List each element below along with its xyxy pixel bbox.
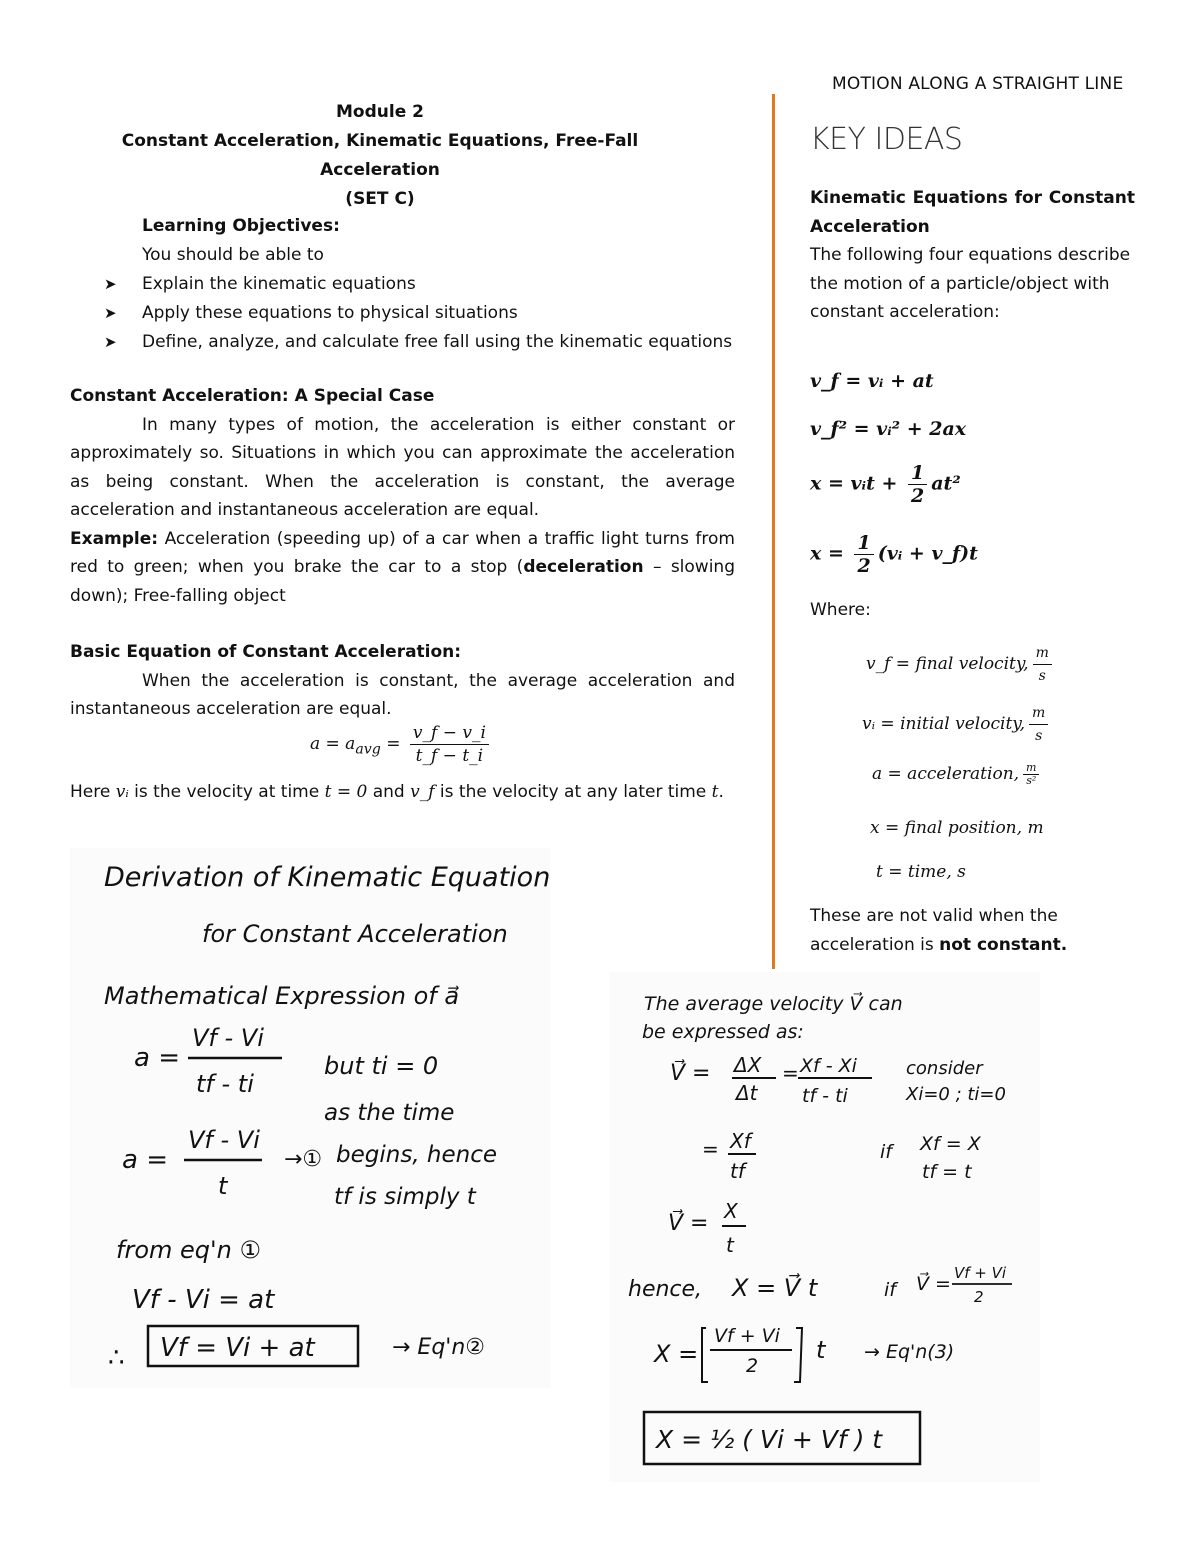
hw-r-tf-ti: tf - ti <box>802 1085 848 1107</box>
example-text-end: – slowing down); Free-falling object <box>70 557 736 606</box>
hw-as-the-time: as the time <box>324 1100 455 1126</box>
def-initial-velocity <box>862 702 1052 747</box>
objective-item: ➤ Explain the kinematic equations <box>70 270 740 299</box>
hw-r-if-2: if <box>884 1279 896 1301</box>
example-paragraph <box>70 525 735 611</box>
velocity-definition-line <box>70 778 735 807</box>
objective-item: ➤ Apply these equations to physical situations <box>70 299 740 328</box>
kinematic-eq-2: v_f² = vᵢ² + 2ax <box>810 418 967 440</box>
hw-r-hence: hence, <box>628 1277 703 1302</box>
hw-r-if-1: if <box>880 1141 892 1163</box>
eq4-num: 1 <box>854 532 873 555</box>
hw-title-1: Derivation of Kinematic Equations <box>104 862 550 893</box>
hw-r-vsum: Vf + Vi <box>954 1264 1007 1282</box>
handwritten-derivation-left <box>70 848 550 1388</box>
hw-r-dt: Δt <box>736 1081 758 1105</box>
module-number: Module 2 <box>336 102 424 122</box>
hw-r-consider: consider <box>906 1058 983 1079</box>
eq4-den: 2 <box>857 555 871 577</box>
unit-fraction <box>1033 642 1052 687</box>
hw-r-line1: The average velocity V⃗ can <box>644 993 903 1015</box>
hw-r-tf-t: tf = t <box>922 1161 972 1183</box>
hw-r-eq: = <box>782 1061 799 1085</box>
def-text: v_f = final velocity, <box>866 654 1029 674</box>
hw-r-tf: tf <box>730 1159 745 1183</box>
hw-r-bracket-t: t <box>816 1336 826 1364</box>
running-header: MOTION ALONG A STRAIGHT LINE <box>832 74 1124 94</box>
text: Here <box>70 782 116 802</box>
hw-r-v-eq3: V⃗ = <box>668 1211 709 1236</box>
note-bold: not constant. <box>939 934 1068 955</box>
eq3-left: x = vᵢt + <box>810 472 904 495</box>
note-text: These are not valid when the acceleration is <box>810 906 1058 955</box>
vi-symbol: vᵢ <box>115 782 129 802</box>
eq4-right: (vᵢ + v_f)t <box>877 542 978 565</box>
hw-r-right-bracket <box>794 1328 802 1382</box>
example-label: Example: <box>70 528 159 549</box>
hw-from-eqn: from eq'n ① <box>116 1236 261 1264</box>
objectives-heading: Learning Objectives: <box>142 216 340 236</box>
def-position: x = final position, m <box>870 818 1044 838</box>
def-final-velocity <box>866 642 1056 687</box>
hw-r-x-eq: X = <box>654 1340 699 1368</box>
constant-acceleration-section <box>70 382 735 610</box>
deceleration-term: deceleration <box>523 557 644 577</box>
hw-r-t: t <box>726 1233 734 1257</box>
hw-r-dx: ΔX <box>734 1053 762 1077</box>
module-set: (SET C) <box>345 189 415 209</box>
hw-r-cond: Xi=0 ; ti=0 <box>906 1084 1006 1105</box>
learning-objectives <box>70 212 740 357</box>
hw-num2: Vf - Vi <box>188 1126 260 1154</box>
eq4-fraction <box>854 532 873 577</box>
unit-fraction <box>1023 762 1039 787</box>
module-topic: Constant Acceleration, Kinematic Equations, Free-Fall Acceleration <box>121 131 639 180</box>
eq3-num: 1 <box>908 462 927 485</box>
eq3-right: at² <box>931 472 961 495</box>
column-divider <box>772 94 775 969</box>
hw-r-v-avg: V⃗ = <box>916 1273 951 1295</box>
def-text: vᵢ = initial velocity, <box>862 714 1026 734</box>
eq4-left: x = <box>810 542 851 565</box>
hw-r-eqn3: → Eq'n(3) <box>864 1341 955 1363</box>
hw-tf-is-t: tf is simply t <box>334 1184 476 1210</box>
section-paragraph: In many types of motion, the acceleration is either constant or approximately so. Situations in which you can approximate the acceleration as being constant. When the acceleration is constant, the average acceleration and instantaneous acceleration are equal. <box>70 414 735 520</box>
eq3-fraction <box>908 462 927 507</box>
eq-lhs: a = a <box>310 734 356 754</box>
eq-denominator: t_f − t_i <box>415 746 484 766</box>
def-text: a = acceleration, <box>872 764 1020 784</box>
hw-den2: t <box>218 1172 228 1200</box>
unit-num: m <box>1023 762 1039 775</box>
basic-equation-section <box>70 638 735 724</box>
hw-therefore: ∴ <box>108 1343 125 1373</box>
hw-but: but ti = 0 <box>324 1052 439 1080</box>
hw-r-two: 2 <box>974 1288 984 1306</box>
module-title-block <box>70 98 690 214</box>
hw-r-eq2: = <box>702 1137 719 1161</box>
text: is the velocity at time <box>128 782 325 802</box>
hw-r-bracket-num: Vf + Vi <box>714 1325 780 1347</box>
hw-r-xf-xi: Xf - Xi <box>800 1055 857 1077</box>
def-acceleration <box>872 762 1043 787</box>
average-acceleration-equation <box>310 722 493 767</box>
hw-r-x-vt: X = V⃗ t <box>732 1274 818 1302</box>
kinematic-eq-3 <box>810 462 961 507</box>
hw-r-line2: be expressed as: <box>642 1021 804 1043</box>
hw-r-final: X = ½ ( Vi + Vf ) t <box>656 1425 883 1454</box>
section-heading: Constant Acceleration: A Special Case <box>70 386 435 406</box>
hw-arrow-1: →① <box>284 1147 323 1172</box>
hw-r-bracket-den: 2 <box>746 1355 759 1377</box>
kinematic-eq-1: v_f = vᵢ + at <box>810 370 934 392</box>
unit-fraction <box>1029 702 1048 747</box>
handwritten-derivation-right <box>610 972 1040 1482</box>
hw-r-xf: Xf <box>730 1129 751 1153</box>
eq3-den: 2 <box>911 485 925 507</box>
def-time: t = time, s <box>876 862 966 882</box>
hw-begins: begins, hence <box>336 1142 498 1168</box>
hw-subtitle: Mathematical Expression of a⃗ <box>104 982 460 1010</box>
eq-equals: = <box>380 734 406 754</box>
text: is the velocity at any later time <box>434 782 712 802</box>
where-label: Where: <box>810 600 871 620</box>
hw-den1: tf - ti <box>196 1070 254 1098</box>
hw-a-equals: a = <box>134 1043 180 1073</box>
objective-item: ➤ Define, analyze, and calculate free fall using the kinematic equations <box>70 328 740 357</box>
t-symbol: t <box>711 782 719 802</box>
key-ideas-intro: The following four equations describe the motion of a particle/object with constant acceleration: <box>810 245 1131 322</box>
hw-r-xf-x: Xf = X <box>920 1133 981 1155</box>
text: . <box>718 782 724 802</box>
hw-boxed: Vf = Vi + at <box>160 1333 315 1363</box>
handwritten-right-svg <box>610 972 1040 1482</box>
key-ideas-heading: Kinematic Equations for Constant Acceleration <box>810 188 1135 237</box>
eq-sub: avg <box>355 741 381 758</box>
unit-num: m <box>1029 702 1048 725</box>
example-text: Acceleration (speeding up) of a car when a traffic light turns from red to green; when you brake the car to a stop ( <box>70 528 735 577</box>
hw-r-v-eq: V⃗ = <box>670 1061 711 1086</box>
text: and <box>367 782 411 802</box>
unit-den: s <box>1038 668 1046 684</box>
eq-numerator: v_f − v_i <box>410 722 489 745</box>
t0-symbol: t = 0 <box>324 782 368 802</box>
eq-fraction <box>410 722 489 767</box>
hw-a-equals-2: a = <box>122 1145 168 1175</box>
unit-den: s² <box>1026 774 1037 787</box>
handwritten-left-svg <box>70 848 550 1388</box>
section-heading: Basic Equation of Constant Acceleration: <box>70 642 462 662</box>
unit-den: s <box>1035 728 1043 744</box>
kinematic-eq-4 <box>810 532 978 577</box>
key-ideas-body <box>810 184 1135 327</box>
section-paragraph: When the acceleration is constant, the average acceleration and instantaneous acceleration are equal. <box>70 670 735 719</box>
hw-eqn2: → Eq'n② <box>392 1335 486 1360</box>
hw-num1: Vf - Vi <box>192 1024 264 1052</box>
objectives-intro: You should be able to <box>142 245 324 265</box>
unit-num: m <box>1033 642 1052 665</box>
key-ideas-title: KEY IDEAS <box>810 122 963 157</box>
hw-r-x: X <box>724 1199 738 1223</box>
hw-line1: Vf - Vi = at <box>132 1285 275 1315</box>
hw-title-2: for Constant Acceleration <box>202 920 508 948</box>
validity-note <box>810 902 1080 959</box>
vf-symbol: v_f <box>410 782 435 802</box>
hw-r-left-bracket <box>702 1328 708 1382</box>
